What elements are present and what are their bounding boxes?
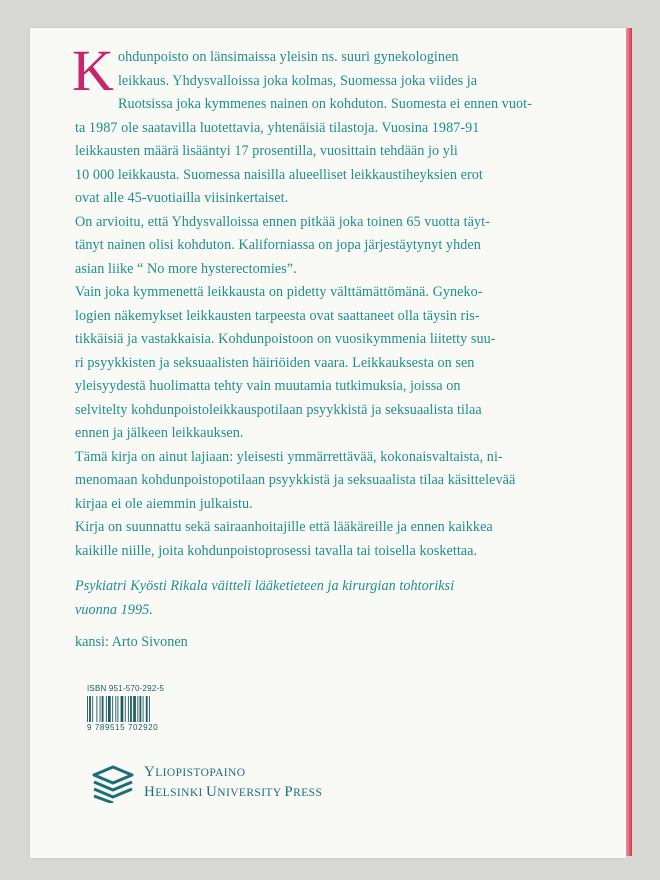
- blurb-line: ta 1987 ole saatavilla luotettavia, yhtenäisiä tilastoja. Vuosina 1987-91: [75, 119, 480, 136]
- publisher-word-rest: ELSINKI: [155, 787, 207, 799]
- blurb-line: Vain joka kymmenettä leikkausta on pidetty välttämättömänä. Gyneko-: [75, 284, 483, 300]
- blurb-line: selvitelty kohdunpoistoleikkauspotilaan psyykkistä ja seksuaalista tilaa: [75, 401, 482, 418]
- blurb-line: 10 000 leikkausta. Suomessa naisilla alueelliset leikkaustiheyksien erot: [75, 166, 483, 183]
- blurb-line: Ruotsissa joka kymmenes nainen on kohduton. Suomesta ei ennen vuot-: [117, 96, 532, 112]
- author-note: [75, 575, 575, 622]
- blurb-paragraph-4: [75, 446, 575, 517]
- blurb-text: [72, 38, 575, 622]
- publisher-line-1-rest: LIOPISTOPAINO: [155, 767, 246, 779]
- publisher-word-rest: RESS: [293, 787, 323, 799]
- blurb-line: On arvioitu, että Yhdysvalloissa ennen pitkää joka toinen 65 vuotta täyt-: [75, 213, 490, 230]
- blurb-line: leikkaus. Yhdysvalloissa joka kolmas, Suomessa joka viides ja: [117, 72, 478, 89]
- publisher-word-rest: NIVERSITY: [217, 787, 285, 799]
- publisher-name: [144, 763, 322, 803]
- blurb-line: yleisyydestä huolimatta tehty vain muutamia tutkimuksia, joissa on: [75, 378, 461, 394]
- publisher-line-1: [144, 763, 322, 783]
- drop-cap: K: [72, 38, 114, 103]
- publisher-line-2: [144, 783, 322, 803]
- blurb-line: leikkausten määrä lisääntyi 17 prosentilla, vuosittain tehdään jo yli: [75, 143, 458, 159]
- blurb-line: menomaan kohdunpoistopotilaan psyykkistä ja seksuaalista tilaa käsittelevää: [75, 472, 516, 488]
- author-note-line: vuonna 1995.: [75, 601, 153, 618]
- publisher-word-initial: P: [284, 784, 294, 800]
- blurb-line: logien näkemykset leikkausten tarpeesta ovat saattaneet olla täysin ris-: [75, 307, 480, 324]
- blurb-line: tänyt nainen olisi kohduton. Kaliforniassa on jopa järjestäytynyt yhden: [75, 237, 481, 253]
- blurb-paragraph-5: [75, 516, 575, 563]
- barcode-number: 9 789515 702920: [87, 723, 159, 732]
- barcode: [86, 696, 172, 722]
- blurb-paragraph-2: [75, 211, 575, 282]
- publisher-word-initial: U: [206, 784, 218, 800]
- blurb-line: kaikille niille, joita kohdunpoistoprosessi tavalla tai toisella koskettaa.: [75, 542, 478, 559]
- blurb-paragraph-1: [72, 38, 575, 211]
- blurb-line: kirjaa ei ole aiemmin julkaistu.: [75, 495, 253, 512]
- cover-credit: kansi: Arto Sivonen: [75, 634, 188, 650]
- blurb-line: ri psyykkisten ja seksuaalisten häiriöiden vaara. Leikkauksesta on sen: [75, 354, 475, 371]
- blurb-line: Kirja on suunnattu sekä sairaanhoitajille että lääkäreille ja ennen kaikkea: [75, 519, 493, 535]
- isbn-label: ISBN 951-570-292-5: [87, 684, 164, 693]
- stacked-books-logo-icon: [90, 763, 136, 803]
- blurb-line: asian liike “ No more hysterectomies”.: [75, 260, 297, 277]
- publisher-line-1-initial: Y: [144, 764, 156, 780]
- blurb-line: tikkäisiä ja vastakkaisia. Kohdunpoistoon on vuosikymmenia liitetty suu-: [75, 331, 496, 347]
- publisher-word-initial: H: [144, 784, 156, 800]
- blurb-line: Tämä kirja on ainut lajiaan: yleisesti ymmärrettävää, kokonaisvaltaista, ni-: [75, 448, 503, 465]
- blurb-paragraph-3: [75, 281, 575, 446]
- blurb-line: ohdunpoisto on länsimaissa yleisin ns. suuri gynekologinen: [117, 49, 459, 65]
- blurb-line: ennen ja jälkeen leikkauksen.: [75, 425, 244, 441]
- paragraph-gap: [75, 563, 575, 575]
- blurb-line: ovat alle 45-vuotiailla viisinkertaiset.: [75, 190, 289, 206]
- author-note-line: Psykiatri Kyösti Rikala väitteli lääketieteen ja kirurgian tohtoriksi: [75, 578, 455, 594]
